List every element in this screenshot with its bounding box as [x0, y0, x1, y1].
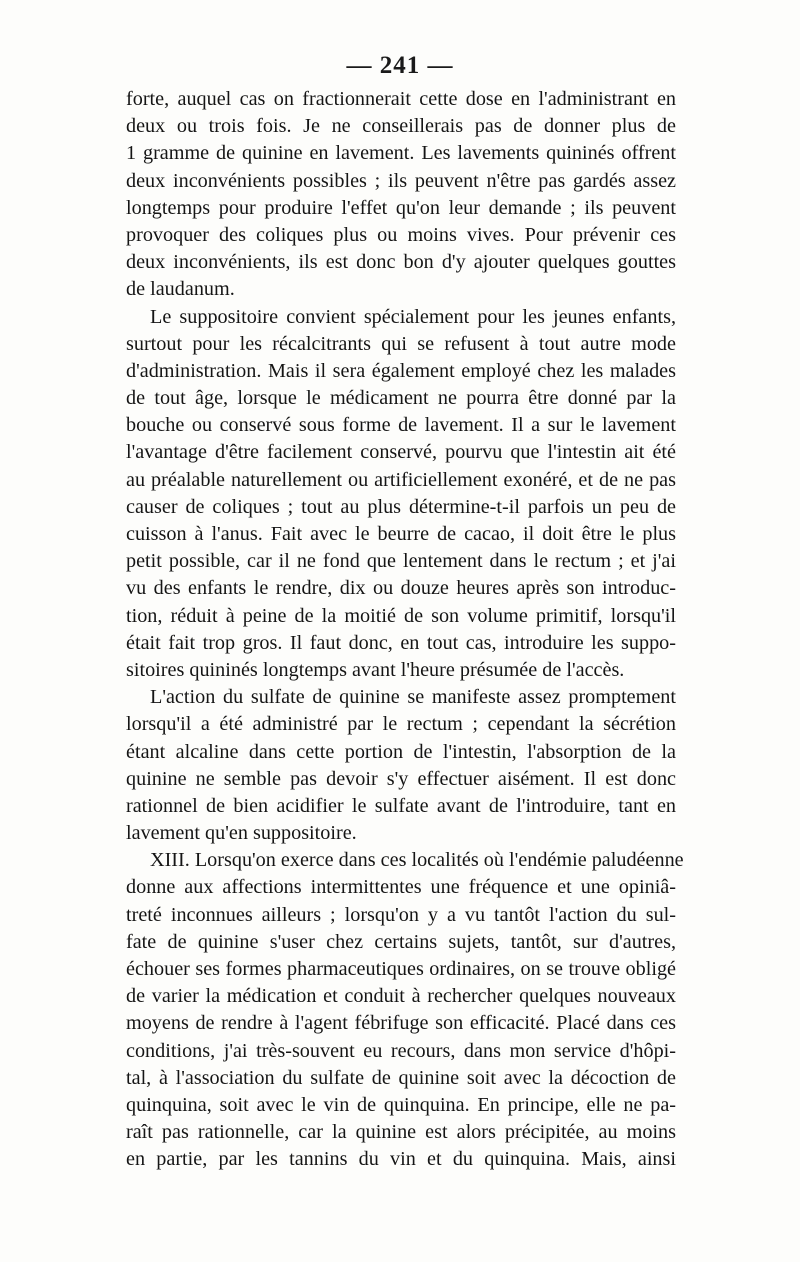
text-line: lavement qu'en suppositoire. [126, 822, 357, 845]
text-line: causer de coliques ; tout au plus détermine-t-il parfois un peu de [126, 495, 676, 518]
text-line: de tout âge, lorsque le médicament ne pourra être donné par la [126, 387, 676, 410]
text-line: tal, à l'association du sulfate de quinine soit avec la décoction de [126, 1066, 676, 1089]
text-line: sitoires quininés longtemps avant l'heure présumée de l'accès. [126, 658, 625, 681]
text-line: de varier la médication et conduit à rechercher quelques nouveaux [126, 985, 676, 1008]
text-line: 1 gramme de quinine en lavement. Les lavements quininés offrent [126, 142, 676, 165]
text-line: longtemps pour produire l'effet qu'on leur demande ; ils peuvent [126, 196, 676, 219]
text-line: deux inconvénients, ils est donc bon d'y ajouter quelques gouttes [126, 251, 676, 274]
text-line: raît pas rationnelle, car la quinine est alors précipitée, au moins [126, 1121, 676, 1144]
text-line: XIII. Lorsqu'on exerce dans ces localités où l'endémie paludéenne [150, 849, 684, 872]
text-line: échouer ses formes pharmaceutiques ordinaires, on se trouve obligé [126, 958, 676, 980]
text-line: moyens de rendre à l'agent fébrifuge son efficacité. Placé dans ces [126, 1012, 676, 1035]
text-line: bouche ou conservé sous forme de lavement. Il a sur le lavement [126, 414, 676, 437]
text-line: donne aux affections intermittentes une fréquence et une opiniâ- [126, 876, 676, 899]
text-line: tion, réduit à peine de la moitié de son volume primitif, lorsqu'il [126, 604, 676, 627]
text-line: d'administration. Mais il sera également employé chez les malades [126, 359, 676, 382]
text-line: vu des enfants le rendre, dix ou douze heures après son introduc- [126, 577, 676, 600]
text-line: surtout pour les récalcitrants qui se refusent à tout autre mode [126, 332, 676, 355]
text-line: lorsqu'il a été administré par le rectum ; cependant la sécrétion [126, 713, 676, 736]
body-text [126, 86, 684, 1174]
text-line: quinine ne semble pas devoir s'y effectuer aisément. Il est donc [126, 767, 676, 790]
text-line: cuisson à l'anus. Fait avec le beurre de cacao, il doit être le plus [126, 523, 676, 545]
page-number: — 241 — [346, 52, 454, 79]
text-line: fate de quinine s'user chez certains sujets, tantôt, sur d'autres, [126, 930, 676, 953]
text-line: forte, auquel cas on fractionnerait cette dose en l'administrant en [126, 88, 676, 110]
text-line: au préalable naturellement ou artificiellement exonéré, et de ne pas [126, 468, 676, 491]
text-line: était fait trop gros. Il faut donc, en tout cas, introduire les suppo- [126, 631, 676, 654]
text-line: petit possible, car il ne fond que lentement dans le rectum ; et j'ai [126, 550, 676, 573]
text-line: L'action du sulfate de quinine se manifeste assez promptement [150, 686, 676, 709]
text-line: conditions, j'ai très-souvent eu recours, dans mon service d'hôpi- [126, 1039, 676, 1062]
text-line: deux inconvénients possibles ; ils peuvent n'être pas gardés assez [126, 169, 676, 192]
text-line: l'avantage d'être facilement conservé, pourvu que l'intestin ait été [126, 441, 676, 464]
text-line: Le suppositoire convient spécialement pour les jeunes enfants, [150, 305, 676, 328]
text-line: treté inconnues ailleurs ; lorsqu'on y a vu tantôt l'action du sul- [126, 903, 676, 926]
text-line: étant alcaline dans cette portion de l'intestin, l'absorption de la [126, 740, 676, 763]
text-line: de laudanum. [126, 278, 235, 301]
text-line: en partie, par les tannins du vin et du quinquina. Mais, ainsi [126, 1148, 676, 1171]
text-line: deux ou trois fois. Je ne conseillerais pas de donner plus de [126, 115, 676, 138]
text-line: provoquer des coliques plus ou moins vives. Pour prévenir ces [126, 223, 676, 246]
text-line: quinquina, soit avec le vin de quinquina. En principe, elle ne pa- [126, 1093, 676, 1116]
text-line: rationnel de bien acidifier le sulfate avant de l'introduire, tant en [126, 794, 676, 817]
